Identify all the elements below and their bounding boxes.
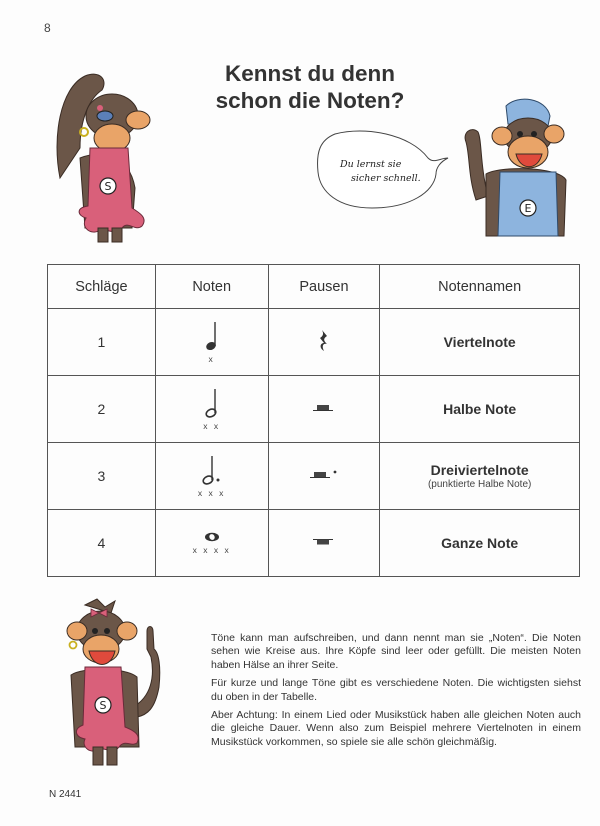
table-row (48, 510, 580, 577)
paragraph: Töne kann man aufschreiben, und dann nennt man sie „Noten“. Die Noten sehen wie Kreise aus. Ihre Köpfe sind leer oder gefüllt. Die meisten Noten haben Hälse an ihrer Seite. (211, 632, 581, 671)
beats-cell: 1 (48, 309, 156, 376)
rest-cell (268, 309, 380, 376)
catalog-number: N 2441 (49, 789, 82, 800)
header-rests: Pausen (268, 265, 380, 309)
page-number: 8 (44, 21, 51, 35)
rest-cell (268, 510, 380, 577)
note-name-cell (380, 510, 580, 577)
badge-letter: E (524, 202, 532, 215)
half-rest-icon (312, 402, 336, 414)
beats-cell: 4 (48, 510, 156, 577)
note-cell (155, 309, 268, 376)
note-subname: (punktierte Halbe Note) (427, 479, 532, 490)
monkey-girl-pointing-illustration (55, 597, 165, 772)
monkey-girl-illustration (50, 68, 160, 248)
speech-bubble (300, 128, 460, 210)
note-name: Ganze Note (441, 535, 519, 551)
speech-bubble-text (340, 158, 440, 186)
table-row (48, 309, 580, 376)
title-line-1: Kennst du denn (225, 61, 395, 86)
note-name: Dreiviertelnote (430, 462, 529, 478)
paragraph: Für kurze und lange Töne gibt es verschiedene Noten. Die wichtigsten siehst du oben in der Tabelle. (211, 677, 581, 703)
speech-line-2: sicher schnell. (351, 173, 421, 184)
whole-note-icon (202, 531, 222, 543)
count-marks: x x (203, 421, 221, 431)
quarter-note-icon (202, 320, 222, 352)
rest-cell (268, 376, 380, 443)
table-row (48, 443, 580, 510)
count-marks: x (208, 354, 215, 364)
header-notes: Noten (155, 265, 268, 309)
note-name: Halbe Note (443, 401, 517, 417)
note-cell (155, 510, 268, 577)
note-name-cell (380, 376, 580, 443)
paragraph: Aber Achtung: In einem Lied oder Musikstück haben alle gleichen Noten auch die gleiche Dauer. Wenn also zum Beispiel mehrere Viertelnoten in einem Musikstück vorkommen, so spiele sie alle schön gleichmäßig. (211, 709, 581, 748)
speech-line-1: Du lernst sie (340, 159, 402, 170)
notes-table (47, 264, 580, 577)
table-header-row (48, 265, 580, 309)
header-beats: Schläge (48, 265, 156, 309)
note-name: Viertelnote (443, 334, 516, 350)
half-note-icon (202, 387, 222, 419)
header-note-names: Notennamen (380, 265, 580, 309)
dotted-half-note-icon (199, 454, 225, 486)
badge-letter: S (104, 180, 112, 193)
quarter-rest-icon (317, 329, 331, 353)
note-cell (155, 443, 268, 510)
note-cell (155, 376, 268, 443)
explanation-text (211, 632, 581, 754)
count-marks: x x x (197, 488, 226, 498)
badge-letter: S (99, 699, 107, 712)
monkey-boy-illustration (458, 96, 573, 241)
rest-cell (268, 443, 380, 510)
table-row (48, 376, 580, 443)
dotted-half-rest-icon (309, 469, 339, 481)
count-marks: x x x x (192, 545, 231, 555)
page-title (180, 60, 440, 114)
beats-cell: 3 (48, 443, 156, 510)
whole-rest-icon (312, 536, 336, 548)
note-name-cell (380, 309, 580, 376)
beats-cell: 2 (48, 376, 156, 443)
note-name-cell (380, 443, 580, 510)
title-line-2: schon die Noten? (215, 88, 405, 113)
